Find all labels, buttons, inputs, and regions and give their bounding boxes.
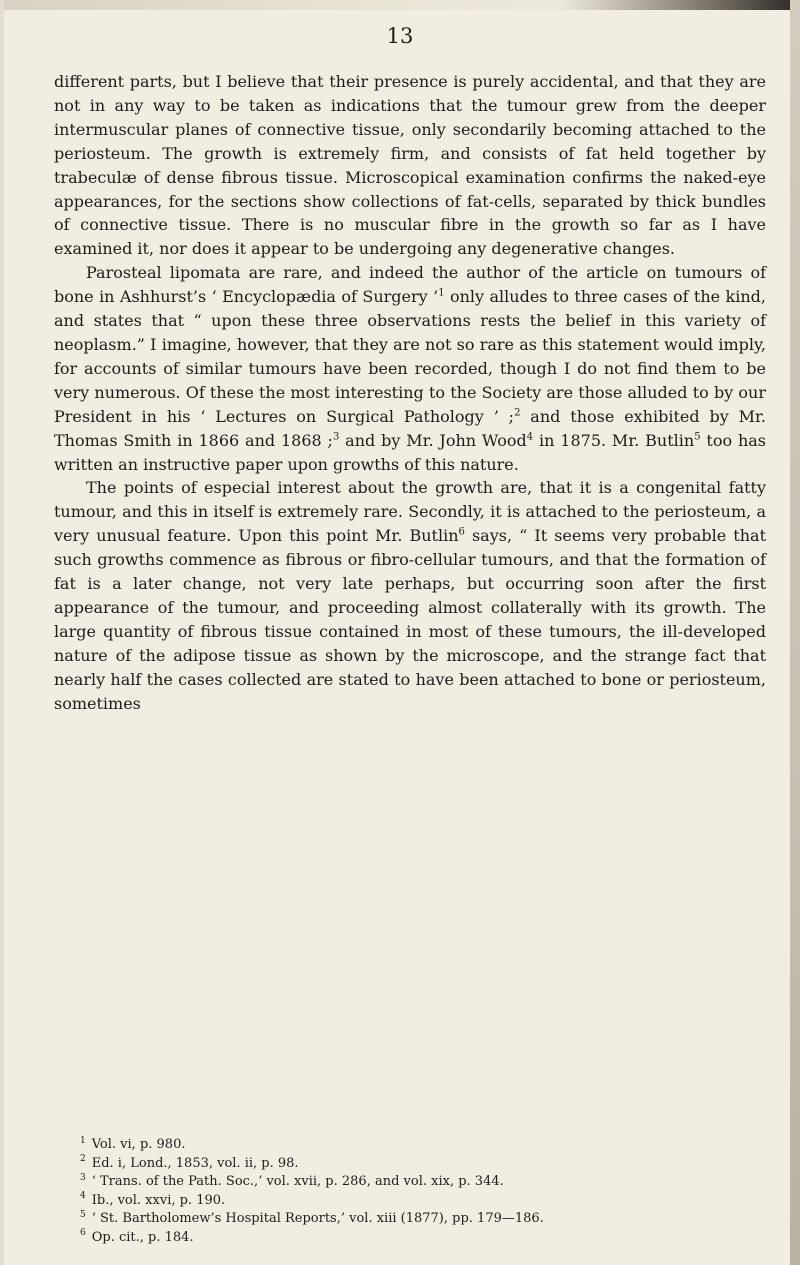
footnote-reference: 6 bbox=[458, 526, 465, 538]
footnote bbox=[80, 1136, 770, 1155]
page-number: 13 bbox=[386, 24, 414, 48]
footnote-reference: 4 bbox=[526, 431, 534, 443]
footnote bbox=[80, 1192, 770, 1211]
footnote-reference: 5 bbox=[694, 431, 701, 443]
footnote-text: ‘ St. Bartholomew’s Hospital Reports,’ vol. xiii (1877), pp. 179—186. bbox=[91, 1211, 544, 1226]
paragraph-text: in 1875. Mr. Butlin bbox=[533, 430, 695, 450]
footnote-mark: 1 bbox=[80, 1135, 86, 1146]
paragraph-text: says, “ It seems very probable that such growths commence as fibrous or fibro-cellular tumours, and that the formation of fat is a later change, not very late perhaps, but occurring soon after the first appearance of the tumour, and proceeding almost collaterally with its growth. The large quantity of fibrous tissue contained in most of these tumours, the ill-developed nature of the adipose tissue as shown by the microscope, and the strange fact that nearly half the cases collected are stated to have been attached to bone or periosteum, sometimes bbox=[54, 526, 766, 713]
footnote bbox=[80, 1155, 770, 1174]
footnote bbox=[80, 1229, 770, 1248]
footnote-text: ‘ Trans. of the Path. Soc.,’ vol. xvii, p. 286, and vol. xix, p. 344. bbox=[91, 1174, 504, 1189]
footnote-mark: 3 bbox=[80, 1172, 86, 1183]
footnote-text: Ed. i, Lond., 1853, vol. ii, p. 98. bbox=[91, 1155, 299, 1171]
footnote-mark: 2 bbox=[80, 1154, 86, 1165]
scan-right-edge bbox=[790, 0, 800, 1265]
footnote-mark: 5 bbox=[80, 1209, 86, 1220]
paragraph-text: different parts, but I believe that their presence is purely accidental, and that they are not in any way to be taken as indications that the tumour grew from the deeper intermuscular planes of connective tissue, only secondarily becoming attached to the periosteum. The growth is extremely firm, and consists of fat held together by trabeculæ of dense fibrous tissue. Microscopical examination confirms the naked-eye appearances, for the sections show collections of fat-cells, separated by thick bundles of connective tissue. There is no muscular fibre in the growth so far as I have examined it, nor does it appear to be undergoing any degenerative changes. bbox=[54, 72, 766, 259]
footnote-reference: 1 bbox=[438, 287, 445, 299]
footnote bbox=[80, 1210, 770, 1229]
footnotes bbox=[80, 1136, 770, 1247]
paragraph-text: and those exhibited by Mr. Thomas Smith in 1866 and 1868 ; bbox=[54, 406, 766, 450]
footnote-mark: 4 bbox=[80, 1191, 86, 1202]
paragraph bbox=[54, 261, 766, 476]
paragraph bbox=[54, 476, 766, 715]
footnote-reference: 3 bbox=[332, 431, 340, 443]
body-text bbox=[54, 70, 766, 715]
footnote-text: Op. cit., p. 184. bbox=[91, 1229, 194, 1245]
paragraph-text: and by Mr. John Wood bbox=[339, 430, 527, 450]
footnote bbox=[80, 1173, 770, 1192]
scan-top-edge bbox=[0, 0, 800, 10]
footnote-text: Ib., vol. xxvi, p. 190. bbox=[91, 1192, 226, 1208]
paragraph bbox=[54, 70, 766, 261]
paragraph-text: too has written an instructive paper upon growths of this nature. bbox=[54, 430, 767, 474]
scan-left-edge bbox=[0, 0, 4, 1265]
paragraph-text: Parosteal lipomata are rare, and indeed the author of the article on tumours of bone in Ashhurst’s ‘ Encyclopædia of Surgery ’ bbox=[54, 263, 766, 307]
footnote-mark: 6 bbox=[80, 1228, 86, 1239]
footnote-text: Vol. vi, p. 980. bbox=[91, 1137, 186, 1152]
paragraph-text: The points of especial interest about the growth are, that it is a congenital fatty tumour, and this in itself is extremely rare. Secondly, it is attached to the periosteum, a very unusual feature. Upon this point Mr. Butlin bbox=[54, 478, 766, 546]
paragraph-text: only alludes to three cases of the kind, and states that “ upon these three observations rests the belief in this variety of neoplasm.” I imagine, however, that they are not so rare as this statement would imply, for accounts of similar tumours have been recorded, though I do not find them to be very numerous. Of these the most interesting to the Society are those alluded to by our President in his ‘ Lectures on Surgical Pathology ’ ; bbox=[54, 287, 766, 426]
footnote-reference: 2 bbox=[514, 407, 521, 419]
